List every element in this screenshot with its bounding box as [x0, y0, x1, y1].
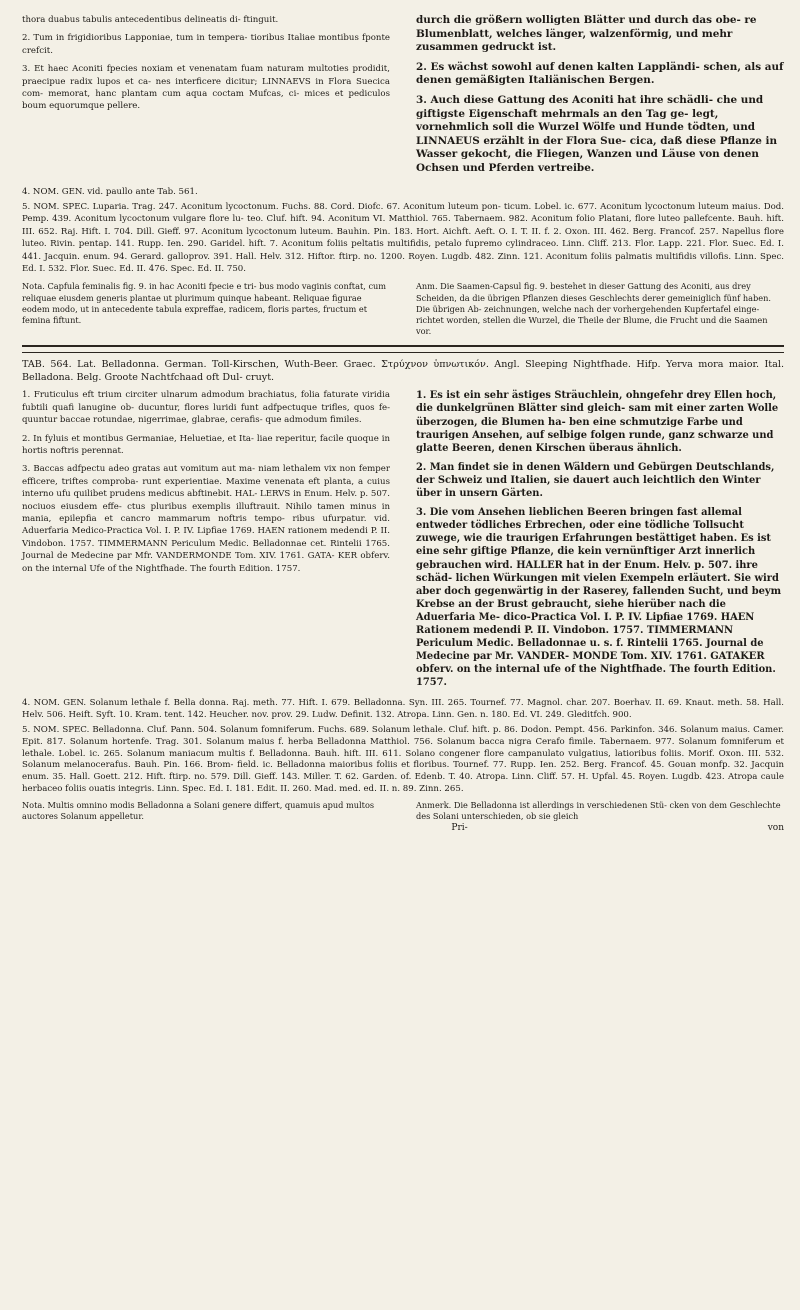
section-divider — [22, 345, 784, 347]
page — [22, 14, 784, 833]
tab-headline: TAB. 564. Lat. Belladonna. German. Toll-Kirschen, Wuth-Beer. Graec. Στρύχνον ὑπνωτικόν. Angl. Sleeping Nightfhade. Hifp. Yerva mora maior. Ital. Belladona. Belg. Groote Nachtfchaad oft Dul- cruyt. — [22, 359, 784, 384]
german-paragraph: 2. Es wächst sowohl auf denen kalten Lappländi- schen, als auf denen gemäßigten Italiänischen Bergen. — [416, 60, 784, 87]
latin-paragraph: 2. In fyluis et montibus Germaniae, Heluetiae, et Ita- liae reperitur, facile quoque in hortis noftris perennat. — [22, 433, 390, 457]
catchword-latin: Pri- — [451, 823, 468, 834]
nom-gen-ref: 4. NOM. GEN. vid. paullo ante Tab. 561. — [22, 186, 198, 197]
latin-paragraph: 3. Baccas adfpectu adeo gratas aut vomitum aut ma- niam lethalem vix non femper efficere, triftes comproba- runt experientiae. Maxime venenata eft planta, a cuius interno ufu quilibet prudens medicus abftinebit. HAL- LERVS in Enum. Helv. p. 507. nociuos eiusdem effe- ctus pluribus exemplis illuftrauit. Nihilo tamen minus in mania, epilepfia et cancro mammarum noftris tempo- ribus ufurpatur. vid. Aduerfaria Medico-Practica Vol. I. P. IV. Lipfiae 1769. HAEN rationem medendi P. II. Vindobon. 1757. TIMMERMANN Periculum Medic. Belladonnae cet. Rintelii 1765. Journal de Medecine par Mfr. VANDERMONDE Tom. XIV. 1761. GATA- KER obferv. on the internal Ufe of the Nightfhade. The fourth Edition. 1757. — [22, 464, 390, 574]
german-paragraph: 1. Es ist ein sehr ästiges Sträuchlein, ohngefehr drey Ellen hoch, die dunkelgrünen Blätter sind gleich- sam mit einer zarten Wolle überzogen, die Blumen ha- ben eine schmutzige Farbe und traurigen Ansehen, auf selbige folgen runde, ganz schwarze und glatte Beeren, denen Kirschen überaus ähnlich. — [416, 390, 779, 454]
nota-german: Anmerk. Die Belladonna ist allerdings in verschiedenen Stü- cken von dem Geschlechte des Solani unterschieden, ob sie gleich — [416, 799, 781, 822]
latin-paragraph: 3. Et haec Aconiti fpecies noxiam et venenatam fuam naturam multoties prodidit, praecipue radix lupos et ca- nes interficere dicitur; LINNAEVS in Flora Suecica com- memorat, hanc plantam cum aqua coctam Mufcas, ci- mices et pediculos boum equorumque pellere. — [22, 64, 390, 112]
nom-gen-synonyms: 4. NOM. GEN. Solanum lethale f. Bella donna. Raj. meth. 77. Hift. I. 679. Belladonna. Syn. III. 265. Tournef. 77. Magnol. char. 207. Boerhav. II. 69. Knaut. meth. 58. Hall. Helv. 506. Heift. Syft. 10. Kram. tent. 142. Heucher. nov. prov. 29. Ludw. Definit. 132. Atropa. Linn. Gen. n. 180. Ed. VI. 249. Gleditfch. 900. — [22, 698, 784, 721]
german-paragraph: durch die größern wolligten Blätter und durch das obe- re Blumenblatt, welches länger, walzenförmig, und mehr zusammen gedruckt ist. — [416, 14, 757, 54]
latin-paragraph: 1. Fruticulus eft trium circiter ulnarum admodum brachiatus, folia faturate viridia fubtili quafi lanugine ob- ducuntur, flores luridi funt adfpectuque trifles, quos fe- quuntur baccae rotundae, nigerrimae, glabrae, cerafis- que admodum fimiles. — [22, 390, 390, 426]
latin-paragraph: 2. Tum in frigidioribus Lapponiae, tum in tempera- tioribus Italiae montibus fponte crefcit. — [22, 33, 390, 56]
section-divider-thin — [22, 352, 784, 353]
catchword-german: von — [767, 823, 784, 834]
nom-spec-synonyms: 5. NOM. SPEC. Belladonna. Cluf. Pann. 504. Solanum fomniferum. Fuchs. 689. Solanum lethale. Cluf. hift. p. 86. Dodon. Pempt. 456. Parkinfon. 346. Solanum maius. Camer. Epit. 817. Solanum hortenfe. Trag. 301. Solanum maius f. herba Belladonna Matthiol. 756. Solanum bacca nigra Cerafo fimile. Tabernaem. 977. Solanum fomniferum et lethale. Lobel. ic. 265. Solanum maniacum multis f. Belladonna. Bauh. hift. III. 611. Solano congener flore campanulato vulgatius, latioribus foliis. Morif. Oxon. III. 532. Solanum melanocerafus. Bauh. Pin. 166. Brom- field. ic. Belladonna maioribus foliis et floribus. Tournef. 77. Rupp. Ien. 252. Berg. Francof. 45. Gouan monfp. 32. Jacquin enum. 35. Hall. Goett. 212. Hift. ftirp. no. 579. Dill. Gieff. 143. Miller. T. 62. Garden. of. Edenb. T. 40. Atropa. Linn. Cliff. 57. H. Upfal. 45. Royen. Lugdb. 423. Atropa caule herbaceo foliis ouatis integris. Linn. Spec. Ed. I. 181. Edit. II. 260. Mad. med. ed. II. n. 89. Zinn. 265. — [22, 725, 784, 795]
section1-latin-column — [22, 14, 390, 182]
german-paragraph: 2. Man findet sie in denen Wäldern und Gebürgen Deutschlands, der Schweiz und Italien, sie dauert auch leichtlich den Winter über in unsern Gärten. — [416, 461, 775, 500]
section1-german-column — [416, 14, 784, 182]
section2-columns — [22, 389, 784, 695]
nota-latin: Nota. Capfula feminalis fig. 9. in hac Aconiti fpecie e tri- bus modo vaginis conftat, cum reliquae eiusdem generis plantae ut plurimum quinque habeant. Reliquae figurae eodem modo, ut in antecedente tabula expreffae, radicem, floris partes, fructum et femina fiftunt. — [22, 281, 387, 325]
section2-notes — [22, 800, 784, 822]
section1-columns — [22, 14, 784, 182]
catchwords — [22, 823, 784, 833]
nota-latin: Nota. Multis omnino modis Belladonna a Solani genere differt, quamuis apud multos auctores Solanum appelletur. — [22, 799, 375, 822]
german-paragraph: 3. Die vom Ansehen lieblichen Beeren bringen fast allemal entweder tödliches Erbrechen, oder eine tödliche Tollsucht zuwege, wie die traurigen Erfahrungen bestättiget haben. Es ist eine sehr giftige Pflanze, die kein vernünftiger Arzt innerlich gebrauchen wird. HALLER hat in der Enum. Helv. p. 507. ihre schäd- lichen Würkungen mit vielen Exempeln erläutert. Sie wird aber doch gegenwärtig in der Raserey, fallenden Sucht, und beym Krebse an der Brust gebraucht, siehe hierüber nach die Aduerfaria Me- dico-Practica Vol. I. P. IV. Lipfiae 1769. HAEN Rationem medendi P. II. Vindobon. 1757. TIMMERMANN Periculum Medic. Belladonnae u. s. f. Rintelii 1765. Journal de Medecine par Mr. VANDER- MONDE Tom. XIV. 1761. GATAKER obferv. on the internal ufe of the Nightfhade. The fourth Edition. 1757. — [416, 507, 782, 689]
german-paragraph: 3. Auch diese Gattung des Aconiti hat ihre schädli- che und giftigste Eigenschaft mehrmals an den Tag ge- legt, vornehmlich soll die Wurzel Wölfe und Hunde tödten, und LINNAEUS erzählt in der Flora Sue- cica, daß diese Pflanze in Wasser gekocht, die Fliegen, Wanzen und Läuse von denen Ochsen und Pferden vertreibe. — [416, 93, 777, 174]
section2-latin-column — [22, 389, 390, 695]
section1-notes — [22, 281, 784, 337]
nom-spec-list: 5. NOM. SPEC. Luparia. Trag. 247. Aconitum lycoctonum. Fuchs. 88. Cord. Diofc. 67. Aconitum luteum pon- ticum. Lobel. ic. 677. Aconitum lycoctonum luteum maius. Dod. Pemp. 439. Aconitum lycoctonum vulgare flore lu- teo. Cluf. hift. 94. Aconitum VI. Matthiol. 765. Tabernaem. 982. Aconitum folio Platani, flore luteo pallefcente. Bauh. hift. III. 652. Raj. Hift. I. 704. Dill. Gieff. 97. Aconitum lycoctonum luteum. Bauhin. Pin. 183. Hort. Aichft. Aeft. O. I. T. II. f. 2. Oxon. III. 462. Berg. Francof. 257. Napellus flore luteo. Rivin. pentap. 141. Rupp. Ien. 290. Garidel. hift. 7. Aconitum foliis peltatis multifidis, petalo fupremo cylindraceo. Linn. Cliff. 213. Flor. Lapp. 221. Flor. Suec. Ed. I. 441. Jacquin. enum. 94. Gerard. galloprov. 391. Hall. Helv. 312. Hiftor. ftirp. no. 1200. Royen. Lugdb. 482. Zinn. 121. Aconitum foliis palmatis multifidis villofis. Linn. Spec. Ed. I. 532. Flor. Suec. Ed. II. 476. Spec. Ed. II. 750. — [22, 201, 784, 274]
nota-german: Anm. Die Saamen-Capsul fig. 9. bestehet in dieser Gattung des Aconiti, aus drey Scheiden, da die übrigen Pflanzen dieses Geschlechts derer gemeiniglich fünf haben. Die übrigen Ab- zeichnungen, welche nach der vorhergehenden Kupfertafel einge- richtet worden, stellen die Wurzel, die Theile der Blume, die Frucht und die Saamen vor. — [416, 281, 771, 337]
latin-paragraph: thora duabus tabulis antecedentibus delineatis di- ftinguit. — [22, 15, 279, 25]
section2-german-column — [416, 389, 784, 695]
